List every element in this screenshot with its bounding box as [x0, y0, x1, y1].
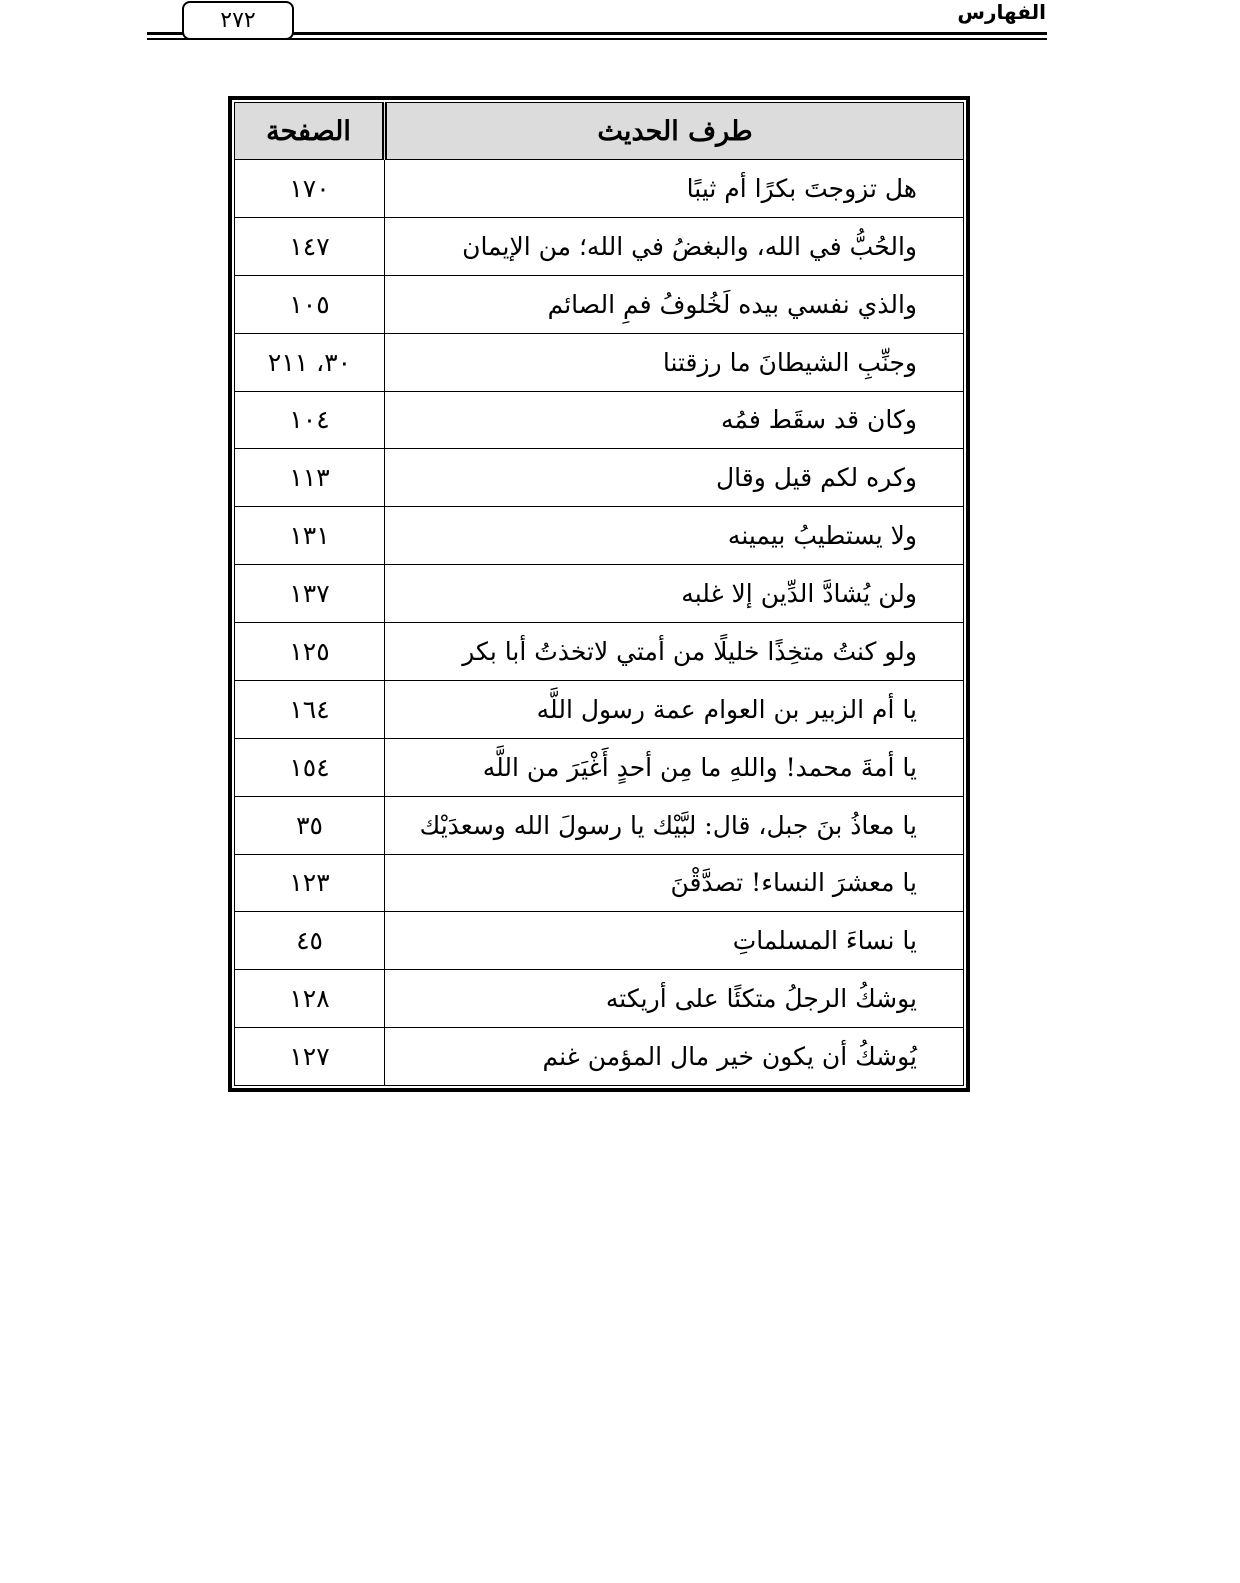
- table-row: [235, 1028, 964, 1086]
- hadith-index-table-frame: [228, 96, 970, 1092]
- table-row: [235, 854, 964, 912]
- table-row: [235, 507, 964, 565]
- column-header-hadith: طرف الحديث: [385, 103, 964, 160]
- table-row: [235, 796, 964, 854]
- page-reference: ١٢٨: [235, 970, 385, 1028]
- table-row: [235, 738, 964, 796]
- table-row: [235, 449, 964, 507]
- hadith-text: وكان قد سقَط فمُه: [385, 391, 964, 449]
- page-reference: ١٢٧: [235, 1028, 385, 1086]
- page-reference: ١٤٧: [235, 217, 385, 275]
- hadith-text: والحُبُّ في الله، والبغضُ في الله؛ من الإيمان: [385, 217, 964, 275]
- table-row: [235, 275, 964, 333]
- page-reference: ١٣٧: [235, 565, 385, 623]
- table-row: [235, 680, 964, 738]
- hadith-text: يوشكُ الرجلُ متكئًا على أريكته: [385, 970, 964, 1028]
- page-reference: ٣٠، ٢١١: [235, 333, 385, 391]
- hadith-text: وكره لكم قيل وقال: [385, 449, 964, 507]
- hadith-text: ولو كنتُ متخِذًا خليلًا من أمتي لاتخذتُ أبا بكر: [385, 623, 964, 681]
- page-reference: ١٠٤: [235, 391, 385, 449]
- page-reference: ٤٥: [235, 912, 385, 970]
- table-header-row: [235, 103, 964, 160]
- table-row: [235, 565, 964, 623]
- hadith-text: يُوشكُ أن يكون خير مال المؤمن غنم: [385, 1028, 964, 1086]
- page-reference: ٣٥: [235, 796, 385, 854]
- hadith-text: ولا يستطيبُ بيمينه: [385, 507, 964, 565]
- table-row: [235, 912, 964, 970]
- page-reference: ١٦٤: [235, 680, 385, 738]
- hadith-text: يا نساءَ المسلماتِ: [385, 912, 964, 970]
- table-row: [235, 970, 964, 1028]
- table-row: [235, 623, 964, 681]
- hadith-text: يا أمةَ محمد! واللهِ ما مِن أحدٍ أَغْيَرَ من اللَّه: [385, 738, 964, 796]
- page-reference: ١٢٣: [235, 854, 385, 912]
- hadith-text: وجنِّبِ الشيطانَ ما رزقتنا: [385, 333, 964, 391]
- hadith-text: والذي نفسي بيده لَخُلوفُ فمِ الصائم: [385, 275, 964, 333]
- table-row: [235, 217, 964, 275]
- hadith-index-table: [234, 102, 964, 1086]
- page-number: ٢٧٢: [182, 1, 294, 40]
- hadith-text: يا معشرَ النساء! تصدَّقْنَ: [385, 854, 964, 912]
- column-header-page: الصفحة: [235, 103, 385, 160]
- hadith-text: هل تزوجتَ بكرًا أم ثيبًا: [385, 160, 964, 218]
- page-reference: ١٠٥: [235, 275, 385, 333]
- hadith-text: يا معاذُ بنَ جبل، قال: لبَّيْك يا رسولَ الله وسعدَيْك: [385, 796, 964, 854]
- table-row: [235, 160, 964, 218]
- page-reference: ١٥٤: [235, 738, 385, 796]
- page-reference: ١٢٥: [235, 623, 385, 681]
- section-title: الفهارس: [957, 0, 1046, 24]
- table-body: [235, 160, 964, 1086]
- table-row: [235, 333, 964, 391]
- page-reference: ١٧٠: [235, 160, 385, 218]
- hadith-text: يا أم الزبير بن العوام عمة رسول اللَّه: [385, 680, 964, 738]
- page-reference: ١٣١: [235, 507, 385, 565]
- table-row: [235, 391, 964, 449]
- hadith-text: ولن يُشادَّ الدِّين إلا غلبه: [385, 565, 964, 623]
- page-reference: ١١٣: [235, 449, 385, 507]
